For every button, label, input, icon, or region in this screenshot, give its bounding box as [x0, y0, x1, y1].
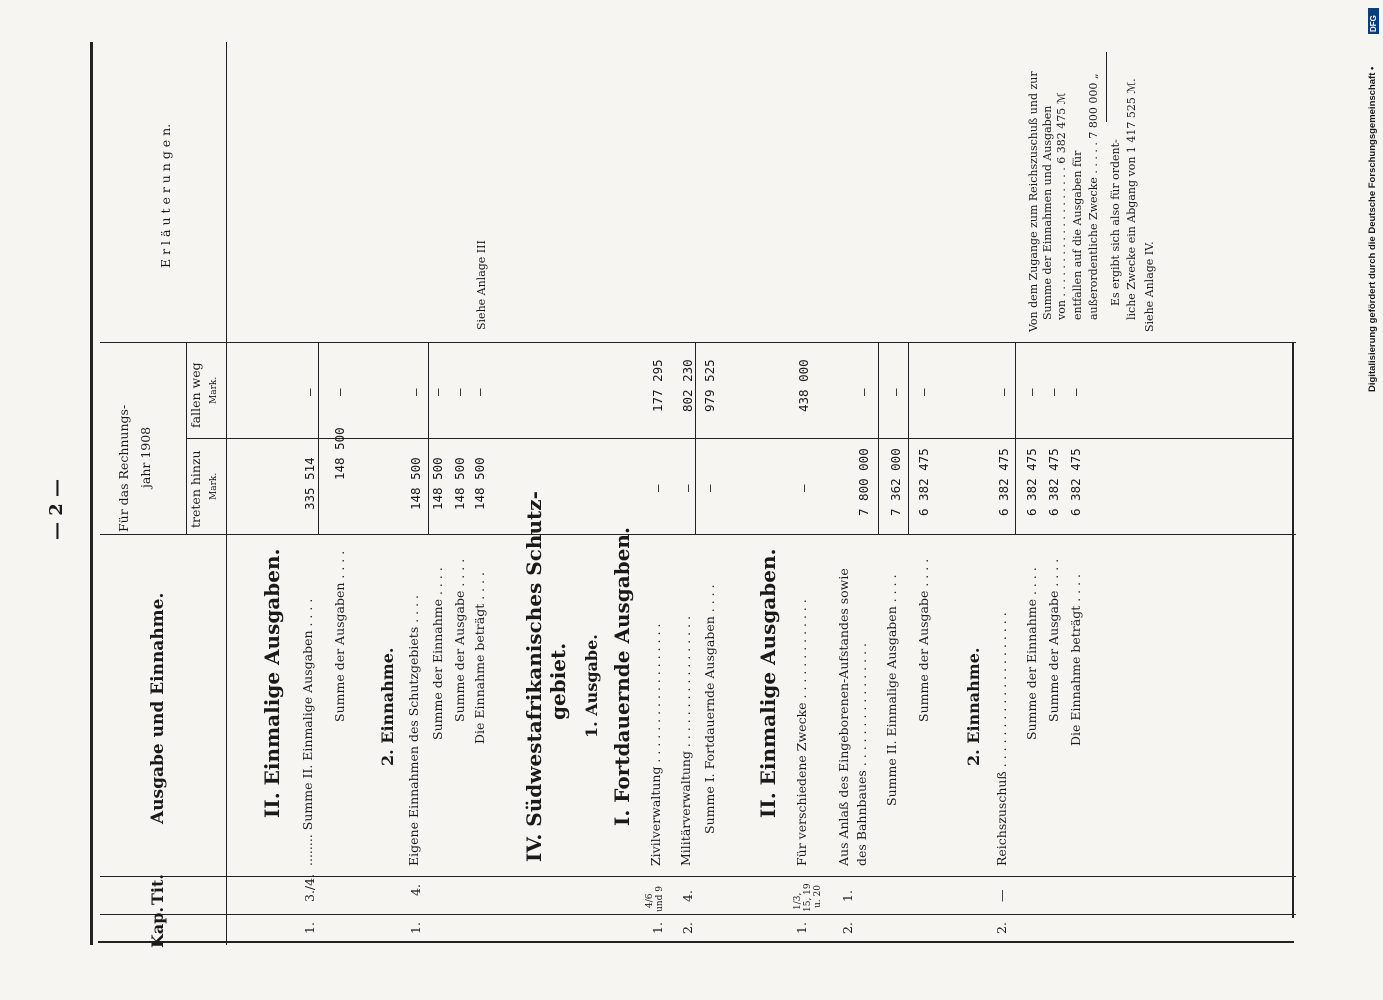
- kap-cell: 1.: [408, 922, 423, 934]
- header-rechnung-rule: [186, 342, 187, 534]
- erl-line: Von dem Zugange zum Reichszuschuß und zur: [1027, 71, 1040, 332]
- tit-cell: und 9: [655, 886, 665, 912]
- row-text: Zivilverwaltung . . . . . . . . . . . . . . . . . .: [648, 623, 663, 866]
- treten-value: —: [702, 484, 717, 492]
- row-text: Die Einnahme beträgt . . . .: [1068, 573, 1083, 746]
- row-text: Summe der Ausgabe . . . .: [1046, 558, 1061, 722]
- treten-value: 7 362 000: [888, 448, 903, 516]
- kap-cell: 1.: [302, 922, 317, 934]
- header-under-rule: [226, 42, 227, 945]
- text-treten-rule: [100, 534, 1296, 535]
- treten-value: 148 500: [452, 457, 467, 510]
- header-tit: Tit.: [148, 874, 167, 905]
- treten-value: 7 800 000: [856, 448, 871, 516]
- dfg-logo: DFG: [1368, 8, 1379, 34]
- left-double-rule: [98, 941, 1294, 943]
- erl-line: entfallen auf die Ausgaben für: [1071, 150, 1084, 320]
- fallen-value: —: [856, 388, 871, 396]
- fallen-value: 438 000: [796, 359, 811, 412]
- section-heading: II. Einmalige Ausgaben.: [260, 548, 284, 818]
- erl-line: liche Zwecke ein Abgang von 1 417 525 ℳ.: [1125, 78, 1138, 320]
- erl-line: Siehe Anlage IV.: [1143, 241, 1156, 332]
- tit-cell: 1.: [840, 890, 855, 902]
- row-text: Summe der Ausgaben . . . .: [332, 550, 347, 722]
- page-number: — 2 —: [46, 478, 67, 540]
- row-text: Für verschiedene Zwecke . . . . . . . . . . . . .: [794, 599, 809, 866]
- erl-line: außerordentliche Zwecke . . . . . 7 800 000 „: [1087, 73, 1100, 320]
- row-text: Summe der Einnahme . . . .: [430, 567, 445, 740]
- sum-rule: [1015, 342, 1016, 534]
- section-heading: gebiet.: [546, 642, 570, 720]
- header-fallen-2: Mark.: [209, 376, 219, 404]
- erl-sum-rule: [1106, 52, 1107, 122]
- row-text: Summe der Ausgabe . . . .: [452, 558, 467, 722]
- erl-line: Summe der Einnahmen und Ausgaben: [1041, 105, 1054, 320]
- sum-rule: [428, 342, 429, 534]
- header-fallen-1: fallen weg: [188, 362, 203, 428]
- tit-text-rule: [100, 876, 1296, 877]
- header-rechnung-1: Für das Rechnungs-: [116, 404, 131, 532]
- treten-value: 148 500: [408, 457, 423, 510]
- tit-cell: 3./4.: [302, 873, 317, 902]
- row-text: Militärverwaltung . . . . . . . . . . . . . . . . .: [678, 615, 693, 866]
- tit-cell: u. 20: [813, 885, 823, 908]
- fallen-value: 979 525: [702, 359, 717, 412]
- row-text: Die Einnahme beträgt . . . .: [472, 571, 487, 744]
- treten-value: 148 500: [472, 457, 487, 510]
- fallen-value: —: [916, 388, 931, 396]
- header-erlaeuterungen: E r l ä u t e r u n g e n.: [158, 123, 173, 268]
- section-heading: 2. Einnahme.: [378, 647, 397, 766]
- fallen-erl-rule: [100, 342, 1296, 343]
- header-rechnung-2: jahr 1908: [138, 426, 153, 488]
- table-top-border: [90, 42, 93, 945]
- kap-cell: 1.: [650, 922, 665, 934]
- row-text: ........ Summe II. Einmalige Ausgaben . . . .: [300, 598, 315, 866]
- tit-cell: 15, 19: [803, 883, 813, 912]
- fallen-value: —: [996, 388, 1011, 396]
- tit-cell: 4/6: [645, 893, 655, 908]
- header-treten-1: treten hinzu: [188, 450, 203, 528]
- sum-rule: [318, 438, 319, 534]
- treten-value: 148 500: [332, 427, 347, 480]
- treten-value: 6 382 475: [1068, 448, 1083, 516]
- treten-value: 335 514: [302, 457, 317, 510]
- treten-value: 148 500: [430, 457, 445, 510]
- sum-rule: [318, 342, 319, 438]
- fallen-value: —: [1024, 388, 1039, 396]
- fallen-value: 802 230: [680, 359, 695, 412]
- row-text: Eigene Einnahmen des Schutzgebiets . . . .: [406, 594, 421, 866]
- treten-value: 6 382 475: [1046, 448, 1061, 516]
- fallen-value: —: [332, 388, 347, 396]
- treten-value: 6 382 475: [996, 448, 1011, 516]
- row-text: Reichszuschuß . . . . . . . . . . . . . . . . . . . .: [994, 612, 1009, 866]
- section-heading: 2. Einnahme.: [964, 647, 983, 766]
- header-main: Ausgabe und Einnahme.: [148, 592, 168, 824]
- row-text: Summe II. Einmalige Ausgaben . . . .: [884, 574, 899, 806]
- row-text: Summe der Ausgabe . . . .: [916, 558, 931, 722]
- sum-rule: [878, 342, 879, 534]
- section-heading: 1. Ausgabe.: [582, 634, 601, 738]
- kap-cell: 1.: [794, 922, 809, 934]
- fallen-value: —: [1046, 388, 1061, 396]
- row-text: des Bahnbaues . . . . . . . . . . . . . . . .: [854, 643, 869, 866]
- tit-cell: 1/3,: [793, 892, 803, 910]
- fallen-value: —: [452, 388, 467, 396]
- sum-rule: [908, 342, 909, 534]
- treten-fallen-rule: [186, 438, 1292, 439]
- treten-value: —: [680, 484, 695, 492]
- fallen-value: —: [430, 388, 445, 396]
- header-treten-2: Mark.: [209, 472, 219, 500]
- row-text: Summe der Einnahme . . . .: [1024, 567, 1039, 740]
- kap-tit-rule: [100, 914, 1296, 915]
- erlaeuterung-note: Siehe Anlage III: [475, 240, 488, 330]
- section-heading: I. Fortdauernde Ausgaben.: [610, 527, 634, 826]
- fallen-value: 177 295: [650, 359, 665, 412]
- tit-cell: —: [994, 889, 1009, 902]
- kap-cell: 2.: [840, 922, 855, 934]
- tit-cell: 4.: [408, 884, 423, 896]
- digitization-credit: Digitalisierung gefördert durch die Deutsche Forschungsgemeinschaft •: [1367, 66, 1378, 392]
- treten-value: —: [650, 484, 665, 492]
- table-bottom-border: [1292, 342, 1294, 918]
- fallen-value: —: [1068, 388, 1083, 396]
- fallen-value: —: [472, 388, 487, 396]
- treten-value: —: [796, 484, 811, 492]
- fallen-value: —: [302, 388, 317, 396]
- tit-cell: 4.: [680, 890, 695, 902]
- erl-line: von . . . . . . . . . . . . . . . . . . . 6 382 475 ℳ: [1055, 92, 1068, 320]
- treten-value: 6 382 475: [916, 448, 931, 516]
- section-heading: II. Einmalige Ausgaben.: [756, 548, 780, 818]
- section-heading: IV. Südwestafrikanisches Schutz-: [522, 491, 546, 862]
- kap-cell: 2.: [994, 922, 1009, 934]
- kap-cell: 2.: [680, 922, 695, 934]
- erl-line: Es ergibt sich also für ordent-: [1109, 139, 1122, 306]
- row-text: Summe I. Fortdauernde Ausgaben . . . .: [702, 584, 717, 834]
- header-kap: Kap.: [148, 906, 167, 948]
- sum-rule: [695, 342, 696, 534]
- row-text: Aus Anlaß des Eingeborenen-Aufstandes sowie: [836, 568, 851, 866]
- treten-value: 6 382 475: [1024, 448, 1039, 516]
- fallen-value: —: [408, 388, 423, 396]
- fallen-value: —: [888, 388, 903, 396]
